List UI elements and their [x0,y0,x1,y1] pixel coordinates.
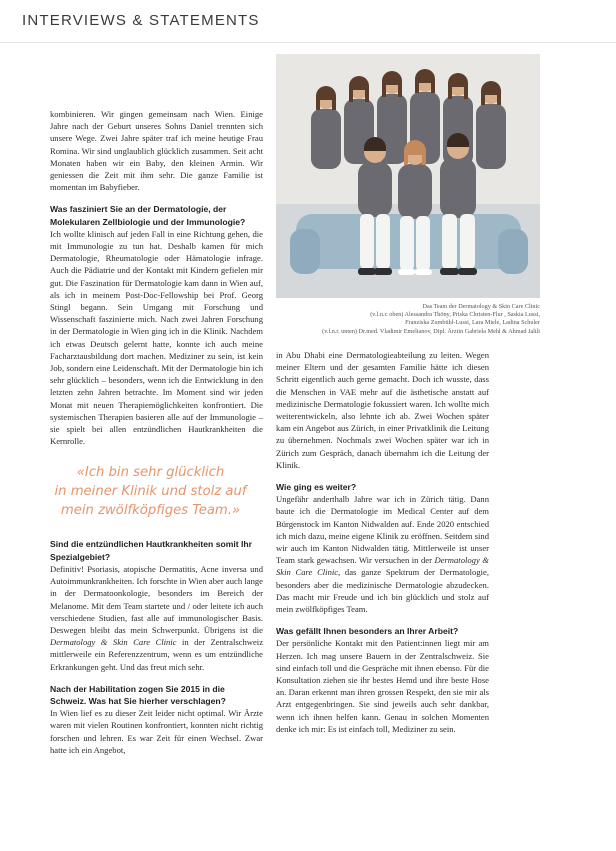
clinic-name-italic-right: Dermatology & Skin Care Clinic [276,555,489,578]
question-dermatology: Was fasziniert Sie an der Dermatologie, der Molekularen Zellbiologie und der Immunologie? [50,204,246,227]
photo-caption [276,303,540,336]
question-specialty: Sind die entzündlichen Hautkrankheiten somit Ihr Spezialgebiet? [50,539,252,562]
right-column [276,349,489,742]
answer-what-next-start: Ungefähr anderthalb Jahre war ich in Zürich tätig. Dann baute ich die Dermatologie im Medical Center auf dem Bürgenstock im Kanton Nidwalden auf. Ende 2020 entschied ich mich dazu, meine eigene Klinik zu eröffnen. Seitdem sind wir auch im Kanton Nidwalden tätig. Mittlerweile ist unser Team stark gewachsen. Wir versuchen in der [276,494,489,566]
left-paragraph-intro: kombinieren. Wir gingen gemeinsam nach Wien. Einige Jahre nach der Geburt unseres Sohns Daniel trennten sich unsere Wege. Zwei Jahre später traf ich meine heutige Frau Romina. Wir sind unglaublich glücklich zusammen. Seit acht Monaten haben wir ein Baby, den kleinen Armin. Wir geniessen die Zeit mit ihm sehr. Die ganze Familie ist momentan im Babyfieber. [50,109,263,193]
team-photo [276,54,540,298]
caption-line-3: Franziska Zumbühl-Lussi, Lara Miele, Ladina Schuler [405,319,540,327]
caption-line-2: (v.l.n.r. oben) Alessandra Thöny, Priska Christen-Flur , Saskia Lussi, [370,311,540,319]
answer-move-switzerland: In Wien lief es zu dieser Zeit leider nicht optimal. Wir Ärzte waren mit vielen Routinen konfrontiert, konnten nicht richtig forschen und lehren. Es war Zeit für einen Wechsel. Zwar hatte ich ein Angebot, [50,708,263,755]
question-move-switzerland: Nach der Habilitation zogen Sie 2015 in die Schweiz. Was hat Sie hierher verschlagen? [50,683,226,706]
caption-line-4: (v.l.n.r. unten) Dr.med. Vladimir Emelianov, Dipl. Ärztin Gabriela Mehl & Ahmad Jalili [322,327,540,335]
clinic-name-italic: Dermatology & Skin Care Clinic [50,637,177,648]
left-column [50,108,263,763]
answer-what-next-end: , das ganze Spektrum der Dermatologie, besonders aber die medizinische Dermatologie abzudecken. Das macht mir Freude und ich bin glücklich und stolz auf mein zwölfköpfiges Team. [276,567,490,615]
answer-specialty [50,563,263,673]
answer-specialty-start: Definitiv! Psoriasis, atopische Dermatitis, Acne inversa und Autoimmunkrankheiten. Ich forschte in Wien aber auch lange in der Dermatoonkologie, besonders im Bereich der Melanome. Mit dem Team startete und / oder leitete ich auch verschiedene Studien, fast alle auf immunologischer Basis. Deswegen bleibt das mein Schwerpunkt. Übrigens ist die [50,563,263,635]
answer-specialty-end: in der Zentralschweiz mittlerweile ein Referenzzentrum, wenn es um entzündliche Erkrankungen geht. Und das freut mich sehr. [50,637,264,672]
answer-dermatology: Ich wollte klinisch auf jeden Fall in eine Richtung gehen, die mit Immunologie zu tun hat. Deshalb kamen für mich Dermatologie, Rheumatologie oder Hämatologie infrage. Auch die Pädiatrie und der Kontakt mit Kindern gefielen mir gut. Die Faszination für Dermatologie kam dann in Wien auf, als ich in meinem Post-Doc-Fellowship bei Prof. Georg Stingl begann. Sein Umgang mit Forschung und Wissenschaft faszinierte mich. Nach zwei Jahren Forschung in der Dermatologie in Wien ging ich in die Klinik. Nachdem ich etwas Deutsch gelernt hatte, konnte ich auch meine Facharztausbildung dort machen. Mediziner zu sein, ist kein Job, sondern eine Leidenschaft. Mit der Dermatologie bin ich sehr glücklich – besonders, wenn ich die Entwicklung in den letzten zehn Jahren betrachte. Im Moment sind wir jeden Monat mit neuen Therapiemöglichkeiten konfrontiert. Die systemischen Therapien basieren alle auf der Immunologie – sie spielt bei allen entzündlichen Hautkrankheiten die Kernrolle. [50,228,263,447]
pull-quote-line-1: «Ich bin sehr glücklich [76,465,225,481]
question-what-next: Wie ging es weiter? [276,482,357,493]
right-paragraph-abu-dhabi: in Abu Dhabi eine Dermatologieabteilung zu leiten. Wegen meiner Eltern und der gesamten Familie hätte ich diesen Schritt eigentlich auch gerne gemacht. Doch ich wusste, dass die Menschen in VAE mehr auf die ästhetische anstatt auf medizinische Dermatologie fokussiert waren. Ich wollte mich weiterentwickeln, also lehnte ich ab. Zwei Wochen später kam ein Angebot aus Zürich, in einer Privatklinik die Leitung zu übernehmen. Nochmals zwei Wochen später war ich in Zürich zum Gespräch, danach übernahm ich die Leitung der Klinik. [276,350,489,470]
pull-quote-line-2: in meiner Klinik und stolz auf [54,484,247,500]
answer-work-enjoyment: Der persönliche Kontakt mit den Patient:innen liegt mir am Herzen. Ich mag unsere Bauern in der Zentralschweiz. Sie sind einfach toll und die Gespräche mit ihnen ebenso. Für die Konsultation ziehen sie ihr bestes Hemd und ihre beste Hose an. Daran erkennt man ihren grossen Respekt, den sie mir als Arzt entgegenbringen. Sie sind jeweils auch sehr dankbar, wenn ich ihnen helfen kann. Genau in solchen Momenten denke ich mir: Es ist einfach toll, Mediziner zu sein. [276,638,489,734]
answer-what-next [276,493,489,615]
section-header: INTERVIEWS & STATEMENTS [22,12,260,29]
caption-line-1: Das Team der Dermatology & Skin Care Clinic [422,303,540,310]
header-divider [0,42,616,43]
pull-quote [38,463,263,520]
question-work-enjoyment: Was gefällt Ihnen besonders an Ihrer Arbeit? [276,626,459,637]
pull-quote-line-3: mein zwölfköpfiges Team.» [60,503,241,519]
team-photo-illustration [276,54,540,298]
